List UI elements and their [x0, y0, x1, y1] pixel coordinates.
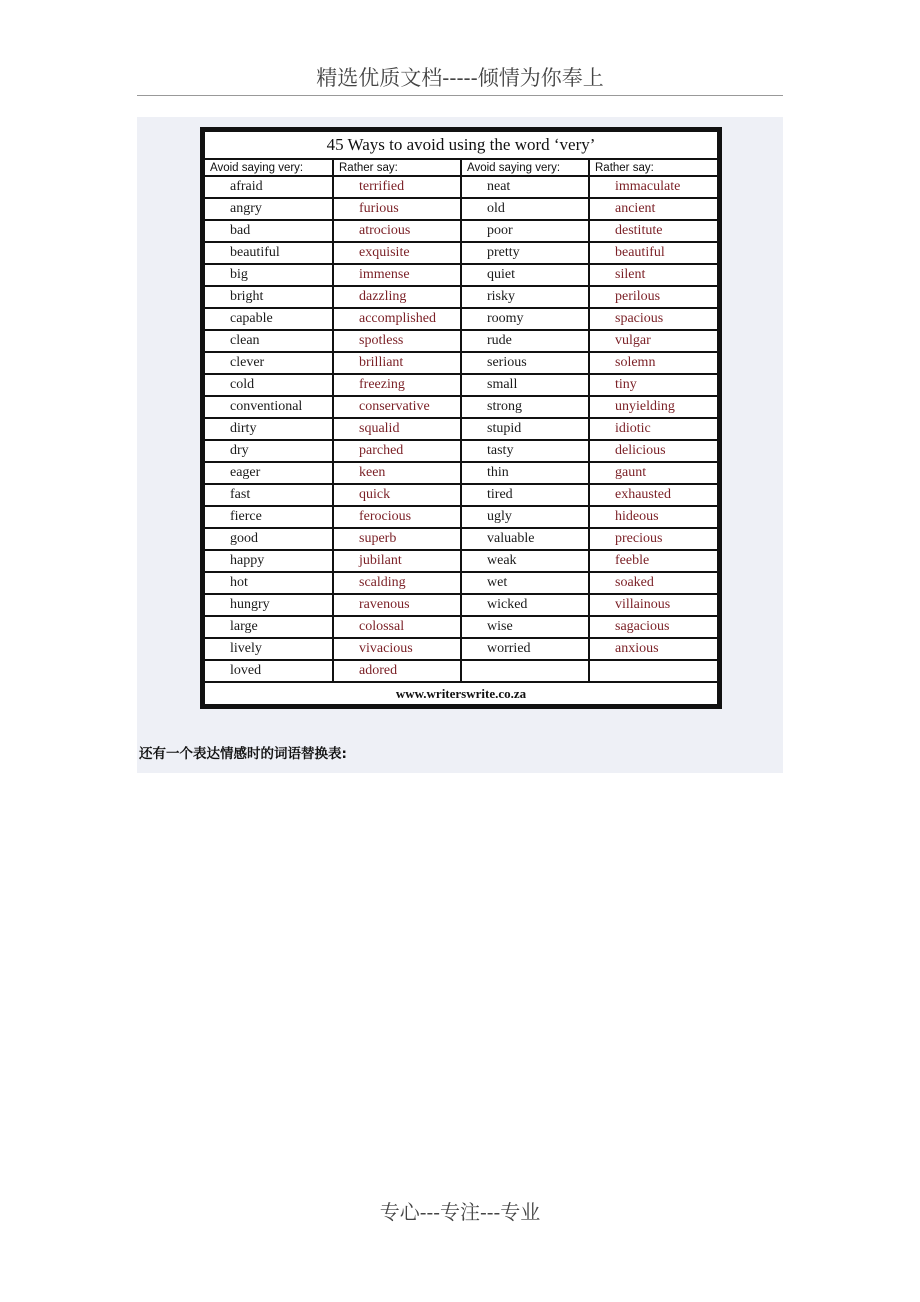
replacement-word-cell: perilous: [589, 286, 717, 308]
table-row: [205, 198, 717, 220]
plain-word-cell: afraid: [205, 176, 333, 198]
plain-word-cell: angry: [205, 198, 333, 220]
plain-word-cell: wet: [461, 572, 589, 594]
replacement-word-cell: adored: [333, 660, 461, 682]
plain-word-cell: thin: [461, 462, 589, 484]
plain-word-cell: happy: [205, 550, 333, 572]
plain-word-cell: risky: [461, 286, 589, 308]
replacement-word-cell: superb: [333, 528, 461, 550]
replacement-word-cell: delicious: [589, 440, 717, 462]
plain-word-cell: good: [205, 528, 333, 550]
table-row: [205, 638, 717, 660]
table-row: [205, 176, 717, 198]
replacement-word-cell: parched: [333, 440, 461, 462]
replacement-word-cell: sagacious: [589, 616, 717, 638]
plain-word-cell: tired: [461, 484, 589, 506]
table-row: [205, 462, 717, 484]
replacement-word-cell: furious: [333, 198, 461, 220]
plain-word-cell: cold: [205, 374, 333, 396]
plain-word-cell: hot: [205, 572, 333, 594]
table-row: [205, 484, 717, 506]
replacement-word-cell: jubilant: [333, 550, 461, 572]
table-row: [205, 352, 717, 374]
header-divider: [137, 95, 783, 96]
plain-word-cell: quiet: [461, 264, 589, 286]
replacement-word-cell: villainous: [589, 594, 717, 616]
replacement-word-cell: idiotic: [589, 418, 717, 440]
plain-word-cell: roomy: [461, 308, 589, 330]
replacement-word-cell: atrocious: [333, 220, 461, 242]
replacement-word-cell: vivacious: [333, 638, 461, 660]
section-caption: 还有一个表达情感时的词语替换表:: [139, 746, 347, 762]
plain-word-cell: capable: [205, 308, 333, 330]
plain-word-cell: bright: [205, 286, 333, 308]
table-body: [205, 176, 717, 682]
plain-word-cell: loved: [205, 660, 333, 682]
replacement-word-cell: ferocious: [333, 506, 461, 528]
replacement-word-cell: vulgar: [589, 330, 717, 352]
plain-word-cell: hungry: [205, 594, 333, 616]
plain-word-cell: wicked: [461, 594, 589, 616]
table-row: [205, 220, 717, 242]
table-row: [205, 528, 717, 550]
plain-word-cell: eager: [205, 462, 333, 484]
table-row: [205, 506, 717, 528]
column-header: Avoid saying very:: [461, 160, 589, 176]
replacement-word-cell: hideous: [589, 506, 717, 528]
plain-word-cell: neat: [461, 176, 589, 198]
replacement-word-cell: spotless: [333, 330, 461, 352]
plain-word-cell: wise: [461, 616, 589, 638]
table-row: [205, 396, 717, 418]
plain-word-cell: dirty: [205, 418, 333, 440]
plain-word-cell: poor: [461, 220, 589, 242]
plain-word-cell: [461, 660, 589, 682]
replacement-word-cell: precious: [589, 528, 717, 550]
table-row: [205, 418, 717, 440]
replacement-word-cell: accomplished: [333, 308, 461, 330]
replacement-word-cell: immaculate: [589, 176, 717, 198]
plain-word-cell: old: [461, 198, 589, 220]
replacement-word-cell: keen: [333, 462, 461, 484]
plain-word-cell: small: [461, 374, 589, 396]
column-header: Rather say:: [589, 160, 717, 176]
plain-word-cell: conventional: [205, 396, 333, 418]
plain-word-cell: big: [205, 264, 333, 286]
word-table-image: [200, 127, 722, 709]
plain-word-cell: strong: [461, 396, 589, 418]
plain-word-cell: valuable: [461, 528, 589, 550]
replacement-word-cell: unyielding: [589, 396, 717, 418]
plain-word-cell: weak: [461, 550, 589, 572]
table-row: [205, 660, 717, 682]
replacement-word-cell: destitute: [589, 220, 717, 242]
plain-word-cell: lively: [205, 638, 333, 660]
replacement-word-cell: brilliant: [333, 352, 461, 374]
table-row: [205, 330, 717, 352]
plain-word-cell: serious: [461, 352, 589, 374]
replacement-word-cell: [589, 660, 717, 682]
page-header-title: 精选优质文档-----倾情为你奉上: [316, 66, 604, 90]
replacement-word-cell: ravenous: [333, 594, 461, 616]
plain-word-cell: dry: [205, 440, 333, 462]
plain-word-cell: ugly: [461, 506, 589, 528]
word-table-card: [205, 132, 717, 704]
plain-word-cell: clever: [205, 352, 333, 374]
replacement-word-cell: freezing: [333, 374, 461, 396]
plain-word-cell: clean: [205, 330, 333, 352]
table-header-row: [205, 160, 717, 176]
replacement-word-cell: exhausted: [589, 484, 717, 506]
plain-word-cell: tasty: [461, 440, 589, 462]
plain-word-cell: beautiful: [205, 242, 333, 264]
table-row: [205, 308, 717, 330]
plain-word-cell: fast: [205, 484, 333, 506]
replacement-word-cell: anxious: [589, 638, 717, 660]
plain-word-cell: fierce: [205, 506, 333, 528]
table-source-url: www.writerswrite.co.za: [395, 686, 527, 701]
column-header: Avoid saying very:: [205, 160, 333, 176]
replacement-word-cell: terrified: [333, 176, 461, 198]
replacement-word-cell: ancient: [589, 198, 717, 220]
table-row: [205, 594, 717, 616]
table-row: [205, 242, 717, 264]
page-footer-text: 专心---专注---专业: [379, 1200, 541, 1224]
replacement-word-cell: tiny: [589, 374, 717, 396]
replacement-word-cell: spacious: [589, 308, 717, 330]
column-header: Rather say:: [333, 160, 461, 176]
table-row: [205, 550, 717, 572]
plain-word-cell: worried: [461, 638, 589, 660]
table-row: [205, 286, 717, 308]
table-row: [205, 616, 717, 638]
plain-word-cell: pretty: [461, 242, 589, 264]
replacement-word-cell: solemn: [589, 352, 717, 374]
replacement-word-cell: squalid: [333, 418, 461, 440]
replacement-word-cell: immense: [333, 264, 461, 286]
replacement-word-cell: gaunt: [589, 462, 717, 484]
table-row: [205, 374, 717, 396]
replacement-word-cell: soaked: [589, 572, 717, 594]
table-row: [205, 572, 717, 594]
replacement-word-cell: beautiful: [589, 242, 717, 264]
table-title: 45 Ways to avoid using the word ‘very’: [205, 132, 717, 160]
replacement-word-cell: colossal: [333, 616, 461, 638]
plain-word-cell: large: [205, 616, 333, 638]
replacement-word-cell: exquisite: [333, 242, 461, 264]
plain-word-cell: bad: [205, 220, 333, 242]
table-row: [205, 440, 717, 462]
plain-word-cell: stupid: [461, 418, 589, 440]
word-table: [205, 160, 717, 683]
table-row: [205, 264, 717, 286]
replacement-word-cell: silent: [589, 264, 717, 286]
replacement-word-cell: quick: [333, 484, 461, 506]
replacement-word-cell: feeble: [589, 550, 717, 572]
plain-word-cell: rude: [461, 330, 589, 352]
replacement-word-cell: scalding: [333, 572, 461, 594]
replacement-word-cell: dazzling: [333, 286, 461, 308]
replacement-word-cell: conservative: [333, 396, 461, 418]
